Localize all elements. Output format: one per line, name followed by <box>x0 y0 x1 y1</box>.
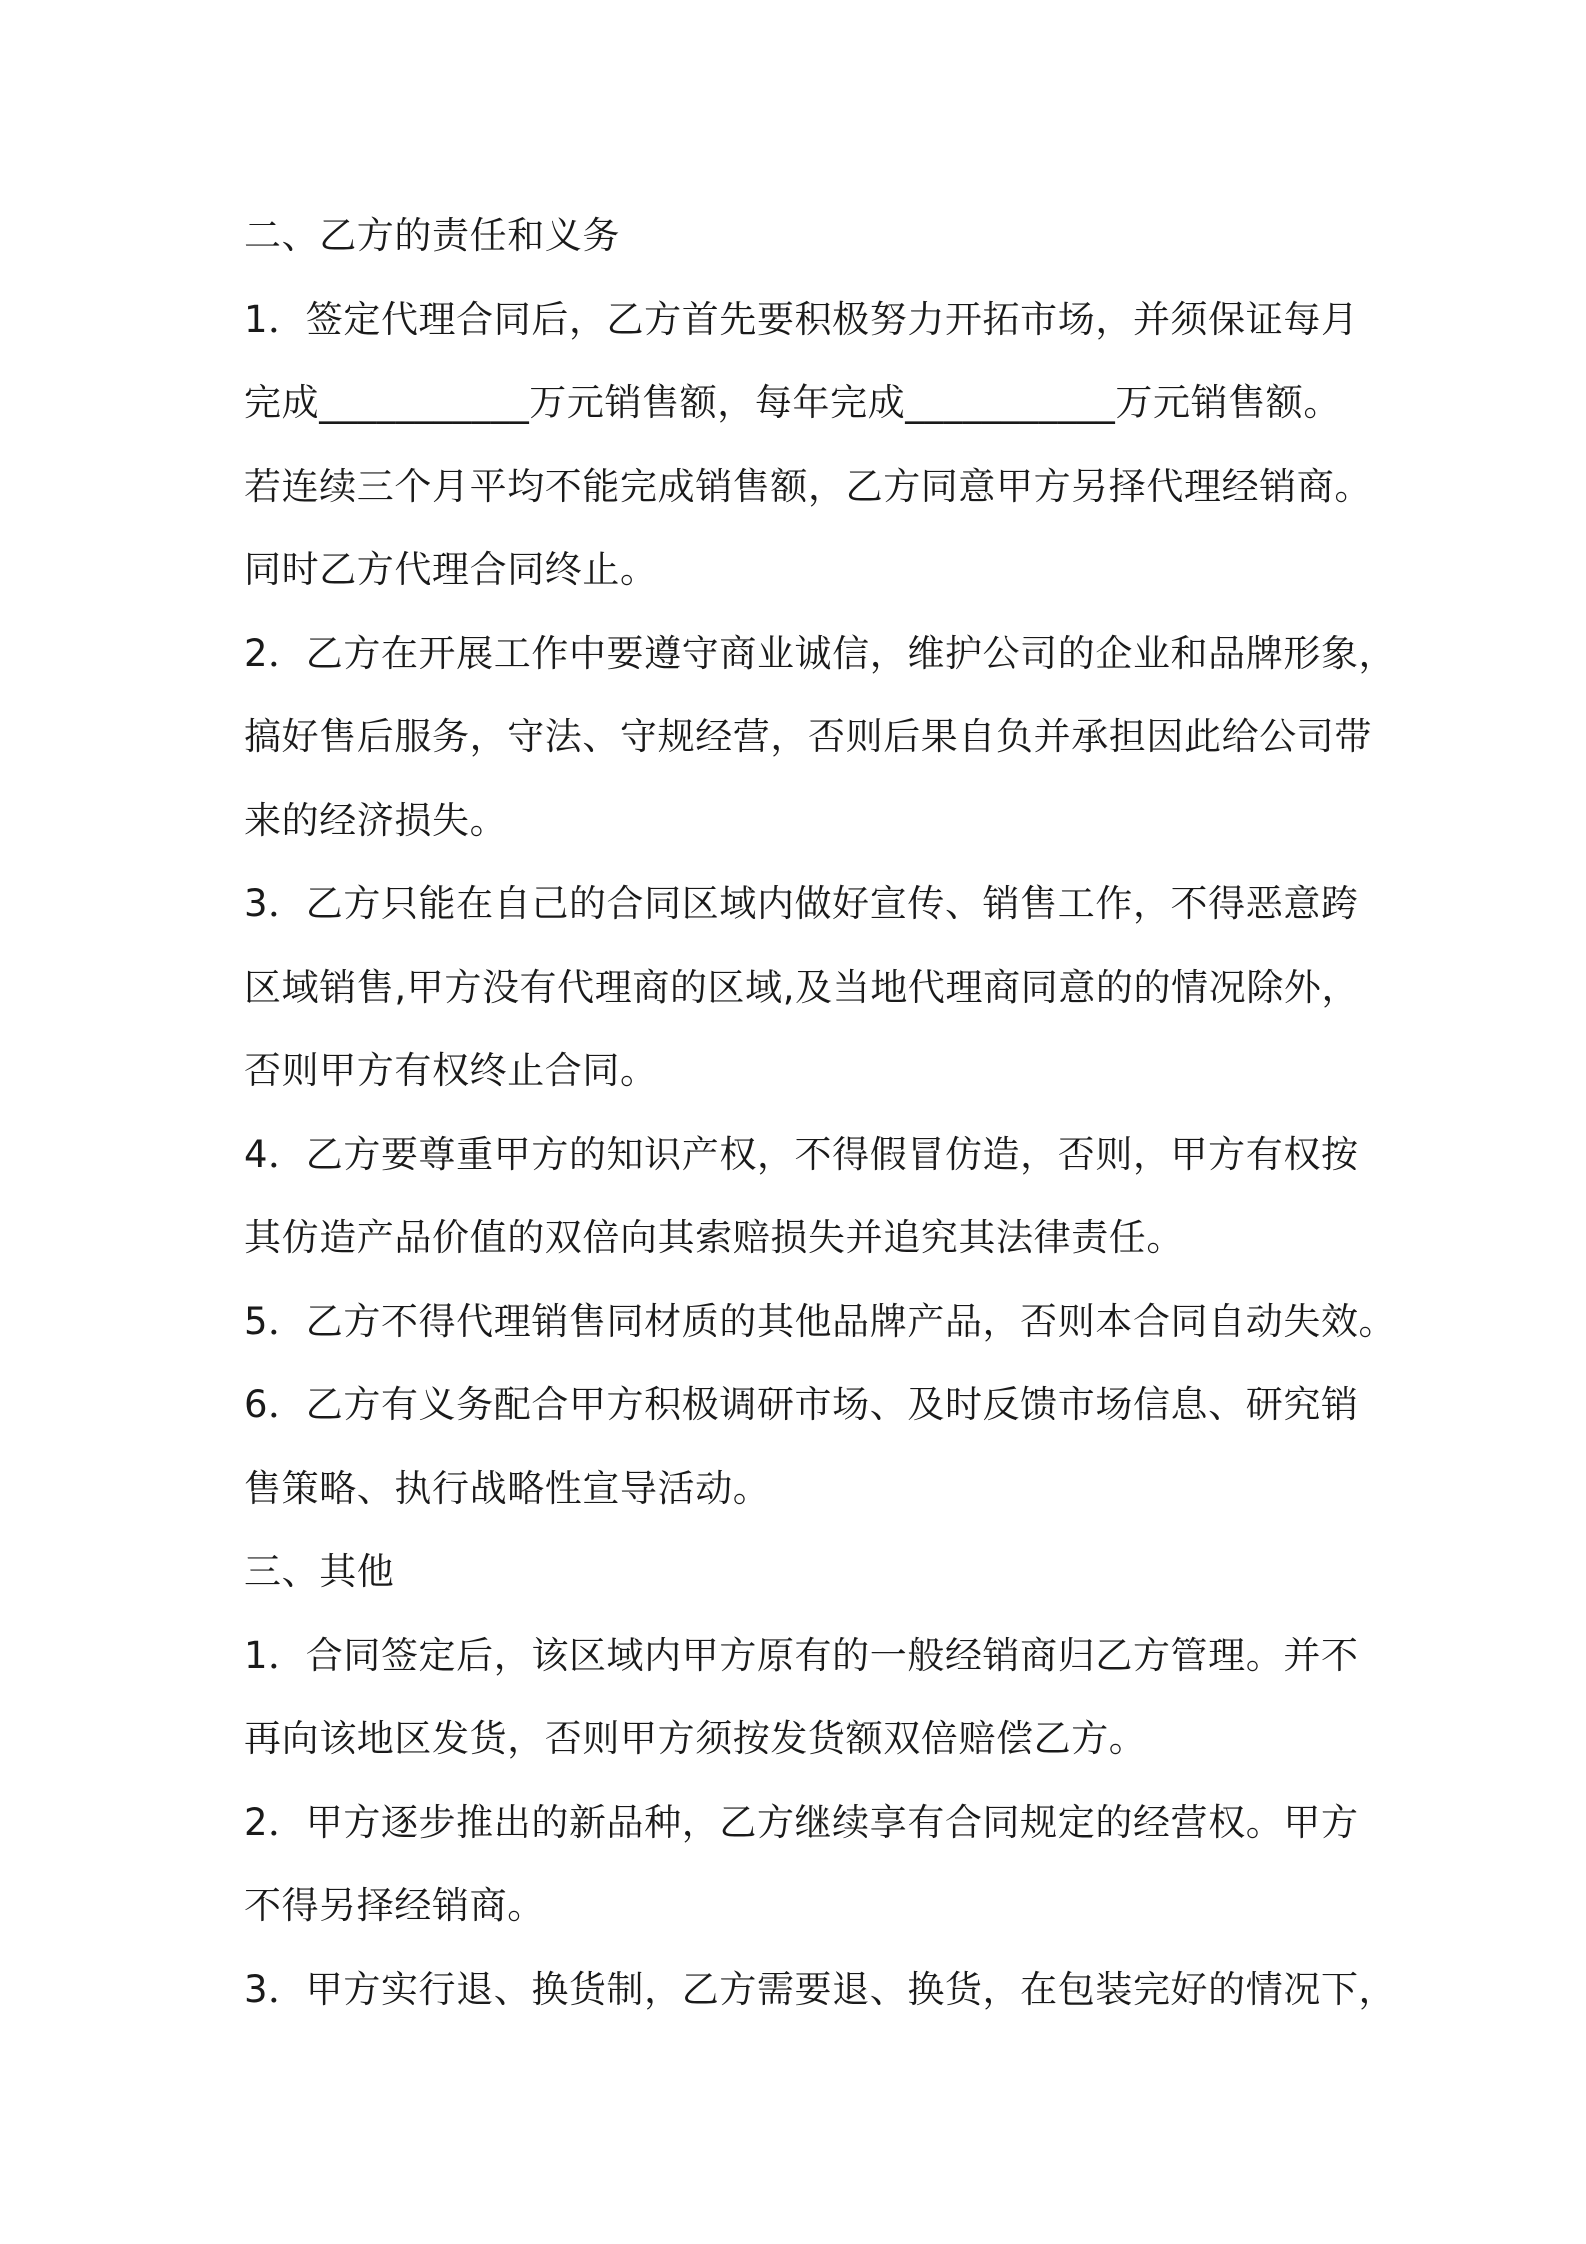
text-line: 2．乙方在开展工作中要遵守商业诚信，维护公司的企业和品牌形象， <box>244 631 1397 675</box>
text-line: 其仿造产品价值的双倍向其索赔损失并追究其法律责任。 <box>244 1216 1184 1259</box>
text-line: 完成___________万元销售额，每年完成___________万元销售额。 <box>244 381 1341 424</box>
text-line: 3．甲方实行退、换货制，乙方需要退、换货，在包装完好的情况下， <box>244 1967 1397 2011</box>
text-line: 搞好售后服务，守法、守规经营，否则后果自负并承担因此给公司带 <box>244 715 1372 758</box>
text-line: 3．乙方只能在自己的合同区域内做好宣传、销售工作，不得恶意跨 <box>244 882 1359 925</box>
text-line: 1．合同签定后，该区域内甲方原有的一般经销商归乙方管理。并不 <box>244 1633 1359 1677</box>
text-line: 同时乙方代理合同终止。 <box>244 548 658 591</box>
text-line: 2．甲方逐步推出的新品种，乙方继续享有合同规定的经营权。甲方 <box>244 1800 1359 1844</box>
text-line: 不得另择经销商。 <box>244 1884 545 1927</box>
text-line: 若连续三个月平均不能完成销售额，乙方同意甲方另择代理经销商。 <box>244 464 1372 508</box>
text-line: 6．乙方有义务配合甲方积极调研市场、及时反馈市场信息、研究销 <box>244 1383 1359 1426</box>
text-line: 5．乙方不得代理销售同材质的其他品牌产品，否则本合同自动失效。 <box>244 1299 1397 1343</box>
text-line: 4．乙方要尊重甲方的知识产权，不得假冒仿造，否则，甲方有权按 <box>244 1132 1359 1176</box>
section-heading: 三、其他 <box>244 1550 395 1593</box>
text-line: 区域销售,甲方没有代理商的区域,及当地代理商同意的的情况除外， <box>244 965 1360 1009</box>
text-line: 否则甲方有权终止合同。 <box>244 1049 658 1092</box>
document-body <box>244 194 1397 2031</box>
text-line: 来的经济损失。 <box>244 798 508 842</box>
text-line: 1．签定代理合同后，乙方首先要积极努力开拓市场，并须保证每月 <box>244 297 1359 341</box>
section-heading: 二、乙方的责任和义务 <box>244 214 620 257</box>
text-line: 再向该地区发货，否则甲方须按发货额双倍赔偿乙方。 <box>244 1717 1147 1760</box>
text-line: 售策略、执行战略性宣导活动。 <box>244 1466 771 1510</box>
